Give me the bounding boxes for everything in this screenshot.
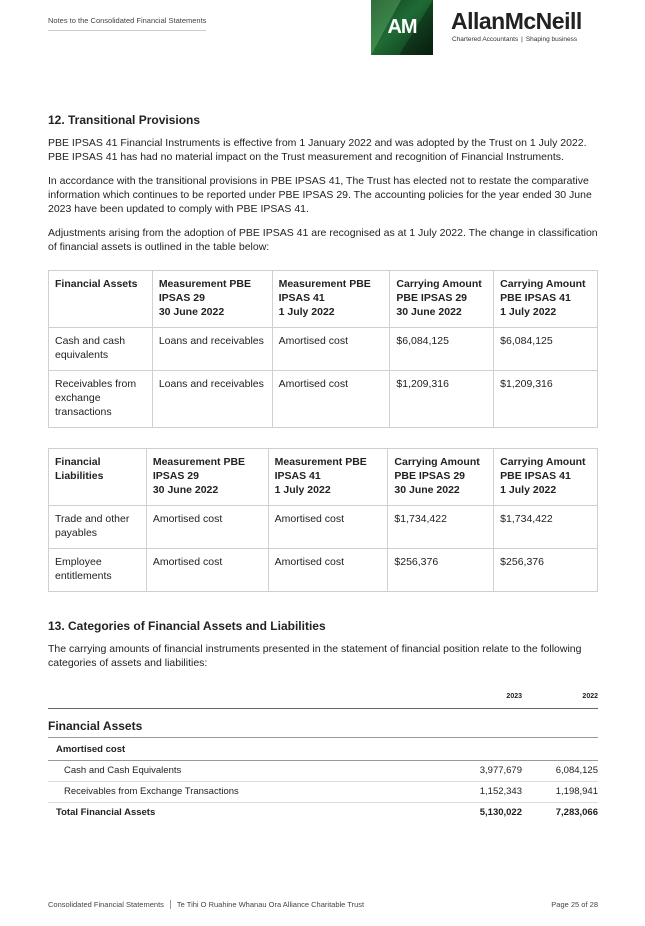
table-header-row <box>49 271 598 328</box>
header-cell: Carrying Amount PBE IPSAS 29 30 June 2022 <box>390 271 494 328</box>
table-cell: Employee entitlements <box>49 549 147 592</box>
row-value-2022: 6,084,125 <box>555 765 598 776</box>
row-label: Cash and Cash Equivalents <box>64 765 182 776</box>
paragraph: PBE IPSAS 41 Financial Instruments is effective from 1 January 2022 and was adopted by the Trust on 1 July 2022. PBE IPSAS 41 has had no material impact on the Trust measurement and recognition of Financial Instruments. <box>48 137 587 163</box>
table-cell: Amortised cost <box>268 506 388 549</box>
header-cell: Carrying Amount PBE IPSAS 41 1 July 2022 <box>494 449 598 506</box>
header-cell: Measurement PBE IPSAS 29 30 June 2022 <box>152 271 272 328</box>
paragraph: The carrying amounts of financial instruments presented in the statement of financial position relate to the following categories of assets and liabilities: <box>48 643 582 669</box>
table-cell: $1,209,316 <box>390 371 494 428</box>
total-value-2023: 5,130,022 <box>479 807 522 818</box>
financial-categories-table <box>48 690 598 823</box>
year-column-2023: 2023 <box>506 693 522 700</box>
year-header-row <box>48 690 598 709</box>
total-row <box>48 803 598 823</box>
header-cell: Financial Assets <box>49 271 153 328</box>
table-cell: Cash and cash equivalents <box>49 328 153 371</box>
table-row <box>49 328 598 371</box>
paragraph: Adjustments arising from the adoption of PBE IPSAS 41 are recognised as at 1 July 2022. The change in classification of financial assets is outlined in the table below: <box>48 227 598 253</box>
table-cell: $256,376 <box>388 549 494 592</box>
table-cell: Loans and receivables <box>152 328 272 371</box>
financial-liabilities-table <box>48 448 598 592</box>
header-divider <box>48 30 206 31</box>
table-row <box>49 371 598 428</box>
section-13-title: 13. Categories of Financial Assets and Liabilities <box>48 619 326 633</box>
table-cell: Receivables from exchange transactions <box>49 371 153 428</box>
header-cell: Measurement PBE IPSAS 41 1 July 2022 <box>268 449 388 506</box>
total-label: Total Financial Assets <box>56 807 156 818</box>
amortised-cost-subheading: Amortised cost <box>48 738 598 761</box>
row-value-2022: 1,198,941 <box>555 786 598 797</box>
logo-mark: AM <box>387 16 417 38</box>
table-header-row <box>49 449 598 506</box>
page-number: Page 25 of 28 <box>551 900 598 909</box>
table-cell: $6,084,125 <box>494 328 598 371</box>
table-cell: Loans and receivables <box>152 371 272 428</box>
table-row <box>48 782 598 803</box>
row-value-2023: 1,152,343 <box>479 786 522 797</box>
footer-document-title: Consolidated Financial Statements <box>48 900 171 909</box>
table-cell: Amortised cost <box>146 506 268 549</box>
year-column-2022: 2022 <box>582 693 598 700</box>
table-cell: $1,734,422 <box>388 506 494 549</box>
table-cell: Trade and other payables <box>49 506 147 549</box>
running-header: Notes to the Consolidated Financial Statements <box>48 16 207 25</box>
row-label: Receivables from Exchange Transactions <box>64 786 239 797</box>
financial-assets-table <box>48 270 598 428</box>
table-cell: Amortised cost <box>268 549 388 592</box>
brand-tagline <box>452 36 577 43</box>
table-cell: $256,376 <box>494 549 598 592</box>
brand-tag-1: Chartered Accountants <box>452 36 519 43</box>
table-row <box>48 761 598 782</box>
table-cell: $1,209,316 <box>494 371 598 428</box>
brand-name: AllanMcNeill <box>451 8 582 34</box>
header-cell: Carrying Amount PBE IPSAS 29 30 June 2022 <box>388 449 494 506</box>
table-cell: $1,734,422 <box>494 506 598 549</box>
header-cell: Carrying Amount PBE IPSAS 41 1 July 2022 <box>494 271 598 328</box>
total-value-2022: 7,283,066 <box>555 807 598 818</box>
page-footer <box>48 900 598 909</box>
header-cell: Measurement PBE IPSAS 29 30 June 2022 <box>146 449 268 506</box>
header-cell: Financial Liabilities <box>49 449 147 506</box>
table-cell: Amortised cost <box>272 371 390 428</box>
page-content <box>48 112 598 823</box>
table-row <box>49 549 598 592</box>
header-cell: Measurement PBE IPSAS 41 1 July 2022 <box>272 271 390 328</box>
section-12-title: 12. Transitional Provisions <box>48 113 201 127</box>
brand-tag-2: Shaping business <box>525 36 578 43</box>
table-cell: $6,084,125 <box>390 328 494 371</box>
row-value-2023: 3,977,679 <box>479 765 522 776</box>
table-cell: Amortised cost <box>146 549 268 592</box>
logo-icon <box>371 0 433 55</box>
brand-tag-sep: | <box>521 36 523 43</box>
paragraph: In accordance with the transitional provisions in PBE IPSAS 41, The Trust has elected not to restate the comparative information which continues to be reported under PBE IPSAS 29. The accounting policies for the year ended 30 June 2023 have been updated to comply with PBE IPSAS 41. <box>48 175 592 215</box>
financial-assets-heading: Financial Assets <box>48 709 598 738</box>
table-cell: Amortised cost <box>272 328 390 371</box>
footer-organisation: Te Tihi O Ruahine Whanau Ora Alliance Charitable Trust <box>176 900 365 909</box>
table-row <box>49 506 598 549</box>
